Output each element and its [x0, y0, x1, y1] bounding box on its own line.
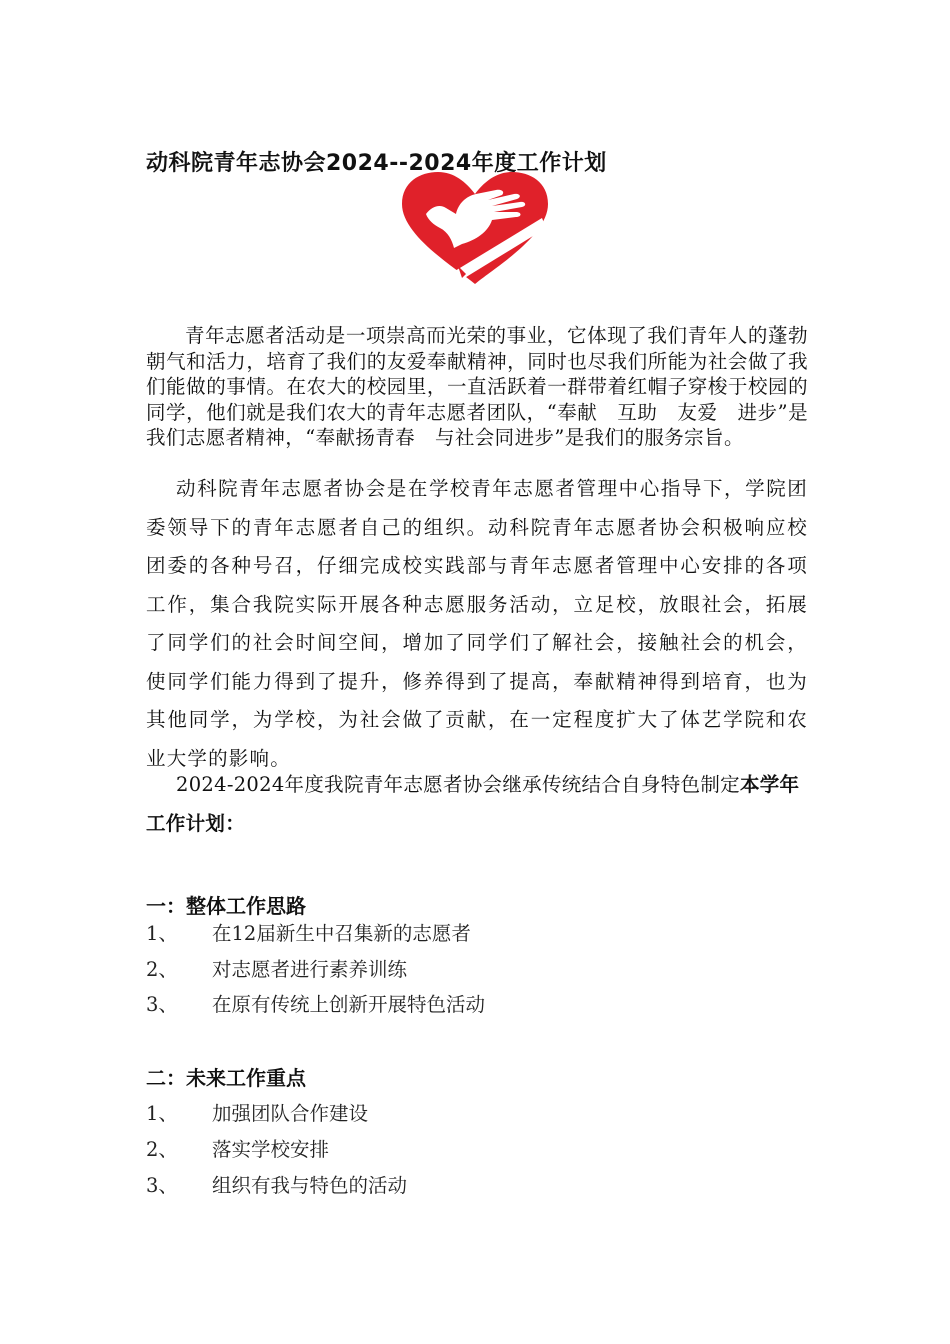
list-item-number: 2、 [146, 1138, 178, 1161]
paragraph-plan-intro [146, 766, 808, 843]
document-title: 动科院青年志协会2024--2024年度工作计划 [146, 151, 607, 176]
plan-intro-text: 2024-2024年度我院青年志愿者协会继承传统结合自身特色制定 [176, 773, 740, 796]
section-title-overall: 一：整体工作思路 [146, 894, 306, 918]
list-item-text: 加强团队合作建设 [212, 1102, 369, 1125]
list-item-number: 3、 [146, 1174, 178, 1197]
list-item-number: 2、 [146, 958, 178, 981]
plan-intro-bold: 本学年工作计划： [146, 773, 800, 835]
list-item [146, 1170, 407, 1198]
list-item-number: 1、 [146, 1102, 178, 1125]
list-item-number: 1、 [146, 922, 178, 945]
list-item-number: 3、 [146, 993, 178, 1016]
list-item-text: 落实学校安排 [212, 1138, 330, 1161]
list-item-text: 对志愿者进行素养训练 [212, 958, 408, 981]
section-title-focus: 二：未来工作重点 [146, 1066, 306, 1090]
list-item [146, 1098, 368, 1126]
paragraph-association: 动科院青年志愿者协会是在学校青年志愿者管理中心指导下，学院团委领导下的青年志愿者自己的组织。动科院青年志愿者协会积极响应校团委的各种号召，仔细完成校实践部与青年志愿者管理中心安排的各项工作，集合我院实际开展各种志愿服务活动，立足校，放眼社会，拓展了同学们的社会时间空间，增加了同学们了解社会，接触社会的机会，使同学们能力得到了提升，修养得到了提高，奉献精神得到培育，也为其他同学，为学校，为社会做了贡献，在一定程度扩大了体艺学院和农业大学的影响。 [146, 477, 808, 770]
paragraph-intro: 青年志愿者活动是一项崇高而光荣的事业，它体现了我们青年人的蓬勃朝气和活力，培育了我们的友爱奉献精神，同时也尽我们所能为社会做了我们能做的事情。在农大的校园里，一直活跃着一群带着红帽子穿梭于校园的同学，他们就是我们农大的青年志愿者团队，“奉献 互助 友爱 进步”是我们志愿者精神，“奉献扬青春 与社会同进步”是我们的服务宗旨。 [146, 324, 808, 449]
list-item [146, 989, 485, 1017]
list-item-text: 在12届新生中召集新的志愿者 [212, 922, 471, 945]
list-item [146, 954, 407, 982]
list-item-text: 在原有传统上创新开展特色活动 [212, 993, 486, 1016]
volunteer-heart-dove-logo [396, 170, 554, 286]
list-item-text: 组织有我与特色的活动 [212, 1174, 408, 1197]
list-item [146, 1134, 329, 1162]
list-item [146, 918, 471, 946]
